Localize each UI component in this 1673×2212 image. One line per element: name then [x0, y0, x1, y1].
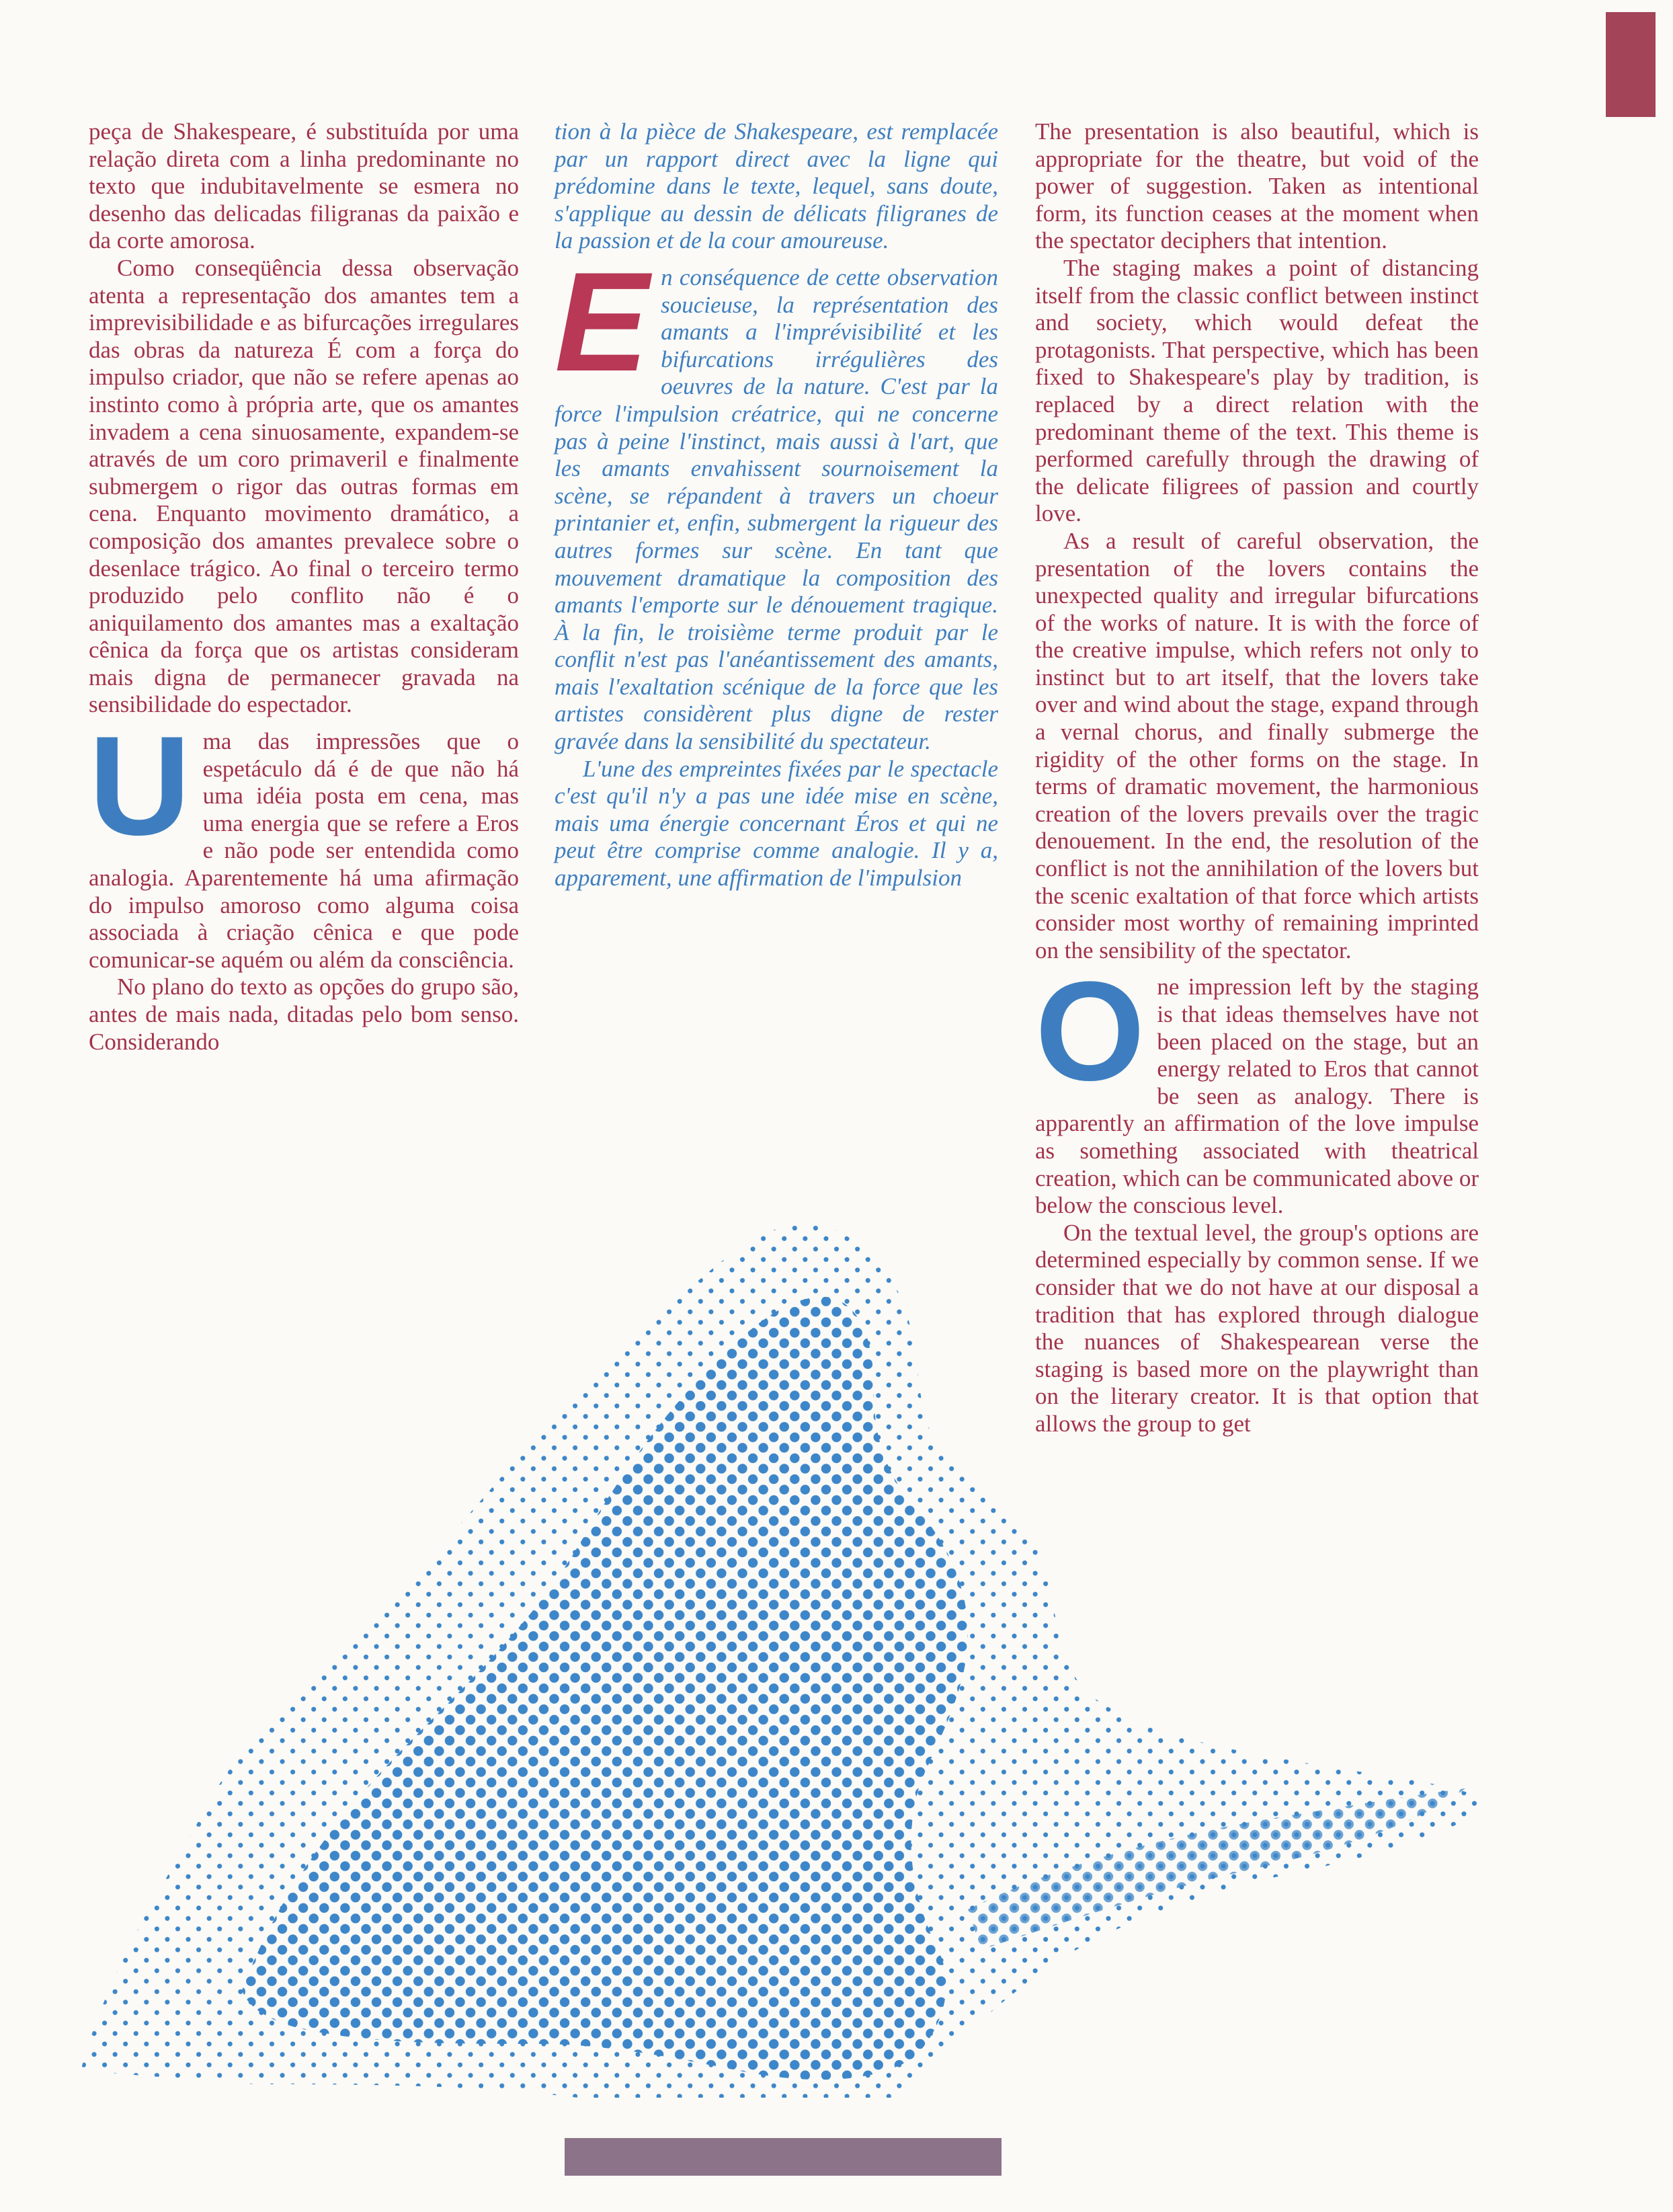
drop-cap-o: O — [1035, 952, 1145, 1111]
drop-cap-u: U — [89, 707, 191, 865]
fr-paragraph-3: L'une des empreintes fixées par le spectacle c'est qu'il n'y a pas une idée mise en scène, mais uma énergie concernant Éros et qui ne peut être comprise comme analogie. Il y a, apparement, une affirmation de l'impulsion — [555, 755, 998, 892]
en-paragraph-2: The staging makes a point of distancing itself from the classic conflict between instinct and society, which would defeat the protagonists. That perspective, which has been fixed to Shakespeare's play by tradition, is replaced by a direct relation with the predominant theme of the text. This theme is performed carefully through the drawing of the delicate filigrees of passion and courtly love. — [1035, 254, 1479, 527]
en-paragraph-5: On the textual level, the group's options are determined especially by common sense. If we consider that we do not have at our disposal a tradition that has explored through dialogue the nuances of Shakespearean verse the staging is based more on the playwright than on the literary creator. It is that option that allows the group to get — [1035, 1219, 1479, 1437]
pt-paragraph-4: No plano do texto as opções do grupo são, antes de mais nada, ditadas pelo bom senso. Considerando — [89, 974, 519, 1055]
fr-paragraph-2 — [555, 242, 998, 756]
pt-paragraph-3-text: ma das impressões que o espetáculo dá é de que não há uma idéia posta em cena, mas uma energia que se refere a Eros e não pode ser entendida como analogia. Aparentemente há uma afirmação do impulso amoroso como alguma coisa associada à criação cênica e que pode comunicar-se aquém ou além da consciência. — [89, 728, 519, 973]
pt-paragraph-1: peça de Shakespeare, é substituída por uma relação direta com a linha predominante no texto que indubitavelmente se esmera no desenho das delicadas filigranas da paixão e da corte amorosa. — [89, 118, 519, 254]
halftone-dancers-image — [0, 1197, 1673, 2125]
en-paragraph-3: As a result of careful observation, the presentation of the lovers contains the unexpected quality and irregular bifurcations of the works of nature. It is with the force of the creative impulse, which refers not only to instinct but to art itself, that the lovers take over and wind about the stage, expand through a vernal chorus, and finally submerge the rigidity of the other forms on the stage. In terms of dramatic movement, the harmonious creation of the lovers prevails over the tragic denouement. In the end, the resolution of the conflict is not the annihilation of the lovers but the scenic exaltation of that force which artists consider most worthy of remaining imprinted on the sensibility of the spectator. — [1035, 527, 1479, 963]
pt-paragraph-3 — [89, 707, 519, 974]
french-column — [555, 118, 998, 892]
en-paragraph-1: The presentation is also beautiful, which is appropriate for the theatre, but void of the power of suggestion. Taken as intentional form, its function ceases at the moment when the spectator deciphers that intention. — [1035, 118, 1479, 254]
portuguese-column — [89, 118, 519, 1056]
en-paragraph-4-text: ne impression left by the staging is that ideas themselves have not been placed on the stage, but an energy related to Eros that cannot be seen as analogy. There is apparently an affirmation of the love impulse as something associated with theatrical creation, which can be communicated above or below the conscious level. — [1035, 974, 1479, 1219]
en-paragraph-4 — [1035, 952, 1479, 1219]
fr-paragraph-2-text: n conséquence de cette observation soucieuse, la représentation des amants a l'imprévisibilité et les bifurcations irrégulières des oeuvres de la nature. C'est par la force l'impulsion créatrice, qui ne concerne pas à peine l'instinct, mais aussi à l'art, que les amants envahissent sournoisement la scène, se répandent à travers un choeur printanier et, enfin, submergent la rigueur des autres formes sur scène. En tant que mouvement dramatique la composition des amants l'emporte sur le dénouement tragique. À la fin, le troisième terme produit par le conflit n'est pas l'anéantissement des amants, mais l'exaltation scénique de la force que les artistes considèrent plus digne de rester gravée dans la sensibilité du spectateur. — [555, 264, 998, 755]
fr-paragraph-1: tion à la pièce de Shakespeare, est remplacée par un rapport direct avec la ligne qui prédomine dans le texte, lequel, sans doute, s'applique au dessin de délicats filigranes de la passion et de la cour amoureuse. — [555, 118, 998, 254]
corner-color-marker — [1606, 12, 1656, 117]
bottom-color-bar — [565, 2138, 1002, 2176]
pt-paragraph-2: Como conseqüência dessa observação atenta a representação dos amantes tem a imprevisibilidade e as bifurcações irregulares das obras da natureza É com a força do impulso criador, que não se refere apenas ao instinto como à própria arte, que os amantes invadem a cena sinuosamente, expandem-se através de um coro primaveril e finalmente submergem o rigor das outras formas em cena. Enquanto movimento dramático, a composição dos amantes prevalece sobre o desenlace trágico. Ao final o terceiro termo produzido pelo conflito não é o aniquilamento dos amantes mas a exaltação cênica da força que os artistas consideram mais digna de permanecer gravada na sensibilidade do espectador. — [89, 254, 519, 718]
drop-cap-e: E — [555, 242, 649, 401]
